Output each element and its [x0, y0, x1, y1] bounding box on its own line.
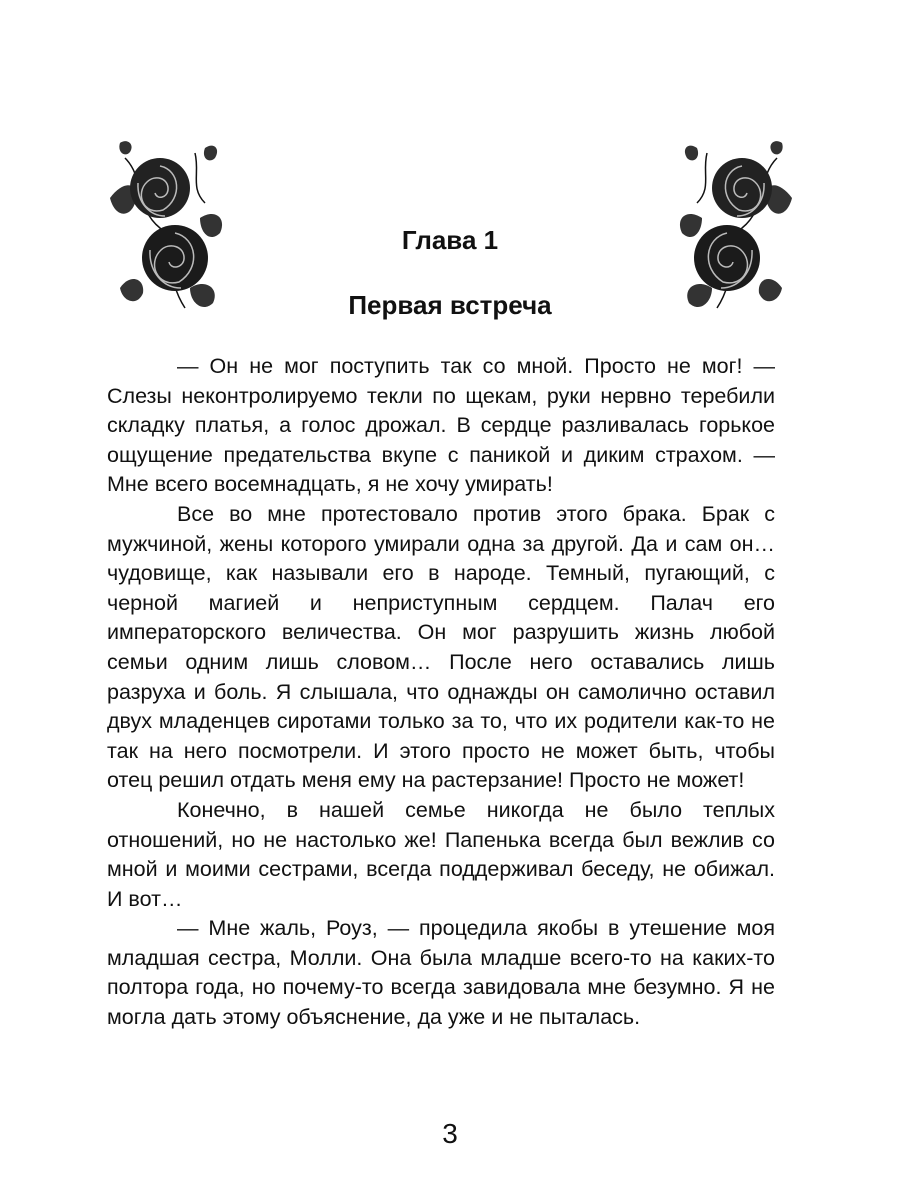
page-number: 3	[442, 1118, 458, 1149]
paragraph: Все во мне протестовало против этого брака. Брак с мужчиной, жены которого умирали одна за другой. Да и сам он… чудовище, как называли его в народе. Темный, пугающий, с черной магией и неприступным сердцем. Палач его императорского величества. Он мог разрушить жизнь любой семьи одним лишь словом… После него оставались лишь разруха и боль. Я слышала, что однажды он самолично оставил двух младенцев сиротами только за то, что их родители как-то не так на него посмотрели. И этого просто не может быть, чтобы отец решил отдать меня ему на растерзание! Просто не может!	[107, 501, 775, 793]
chapter-subtitle: Первая встреча	[348, 290, 552, 320]
chapter-body	[107, 352, 775, 1033]
paragraph: — Мне жаль, Роуз, — процедила якобы в утешение моя младшая сестра, Молли. Она была младше всего-то на каких-то полтора года, но почему-то всегда завидовала мне безумно. Я не могла дать этому объяснение, да уже и не пыталась.	[107, 916, 775, 1030]
paragraph: — Он не мог поступить так со мной. Просто не мог! — Слезы неконтролируемо текли по щекам, руки нервно теребили складку платья, а голос дрожал. В сердце разливалась горькое ощущение предательства вкупе с паникой и диким страхом. — Мне всего восемнадцать, я не хочу умирать!	[107, 354, 775, 497]
paragraph: Конечно, в нашей семье никогда не было теплых отношений, но не настолько же! Папенька всегда был вежлив со мной и моими сестрами, всегда поддерживал беседу, не обижал. И вот…	[107, 797, 775, 911]
chapter-title: Глава 1	[401, 225, 499, 255]
